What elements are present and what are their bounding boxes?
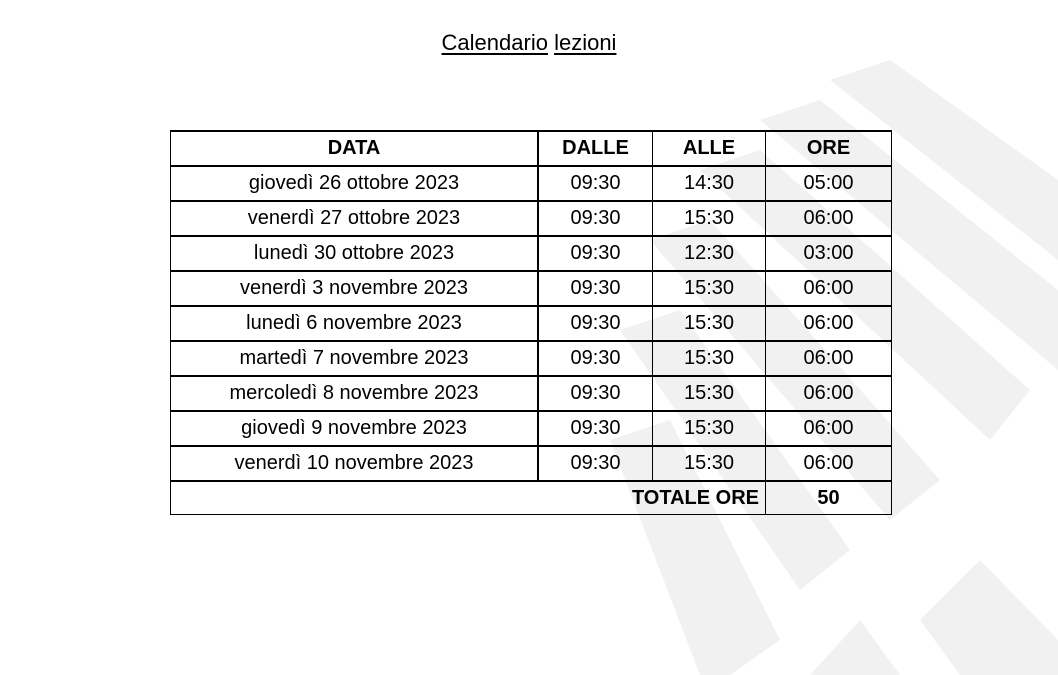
cell-dalle: 09:30 <box>538 376 653 411</box>
cell-alle: 15:30 <box>653 411 766 446</box>
cell-dalle: 09:30 <box>538 341 653 376</box>
title-calendario: Calendario <box>441 30 548 55</box>
cell-dalle: 09:30 <box>538 201 653 236</box>
cell-data: venerdì 27 ottobre 2023 <box>171 201 539 236</box>
cell-alle: 15:30 <box>653 201 766 236</box>
total-row <box>171 481 892 515</box>
header-data: DATA <box>171 131 539 166</box>
total-label: TOTALE ORE <box>171 481 766 515</box>
cell-alle: 15:30 <box>653 341 766 376</box>
cell-ore: 05:00 <box>766 166 892 201</box>
page-title <box>0 30 1058 56</box>
table-row <box>171 201 892 236</box>
cell-data: venerdì 3 novembre 2023 <box>171 271 539 306</box>
cell-ore: 06:00 <box>766 446 892 481</box>
cell-data: lunedì 30 ottobre 2023 <box>171 236 539 271</box>
cell-ore: 06:00 <box>766 306 892 341</box>
cell-data: venerdì 10 novembre 2023 <box>171 446 539 481</box>
cell-data: mercoledì 8 novembre 2023 <box>171 376 539 411</box>
table-row <box>171 306 892 341</box>
table-row <box>171 166 892 201</box>
cell-alle: 15:30 <box>653 376 766 411</box>
cell-alle: 12:30 <box>653 236 766 271</box>
total-value: 50 <box>766 481 892 515</box>
cell-data: giovedì 9 novembre 2023 <box>171 411 539 446</box>
table-header-row <box>171 131 892 166</box>
cell-ore: 06:00 <box>766 376 892 411</box>
cell-dalle: 09:30 <box>538 166 653 201</box>
header-ore: ORE <box>766 131 892 166</box>
cell-dalle: 09:30 <box>538 306 653 341</box>
table-row <box>171 376 892 411</box>
cell-alle: 15:30 <box>653 306 766 341</box>
cell-ore: 06:00 <box>766 271 892 306</box>
cell-dalle: 09:30 <box>538 411 653 446</box>
cell-alle: 14:30 <box>653 166 766 201</box>
cell-ore: 06:00 <box>766 341 892 376</box>
table-row <box>171 411 892 446</box>
header-alle: ALLE <box>653 131 766 166</box>
cell-dalle: 09:30 <box>538 446 653 481</box>
cell-alle: 15:30 <box>653 446 766 481</box>
title-lezioni: lezioni <box>554 30 617 55</box>
cell-ore: 03:00 <box>766 236 892 271</box>
table-row <box>171 236 892 271</box>
lessons-table <box>170 130 892 515</box>
cell-data: giovedì 26 ottobre 2023 <box>171 166 539 201</box>
table-row <box>171 341 892 376</box>
table-row <box>171 446 892 481</box>
cell-data: lunedì 6 novembre 2023 <box>171 306 539 341</box>
cell-alle: 15:30 <box>653 271 766 306</box>
cell-dalle: 09:30 <box>538 271 653 306</box>
header-dalle: DALLE <box>538 131 653 166</box>
table-row <box>171 271 892 306</box>
cell-dalle: 09:30 <box>538 236 653 271</box>
cell-ore: 06:00 <box>766 201 892 236</box>
cell-ore: 06:00 <box>766 411 892 446</box>
cell-data: martedì 7 novembre 2023 <box>171 341 539 376</box>
